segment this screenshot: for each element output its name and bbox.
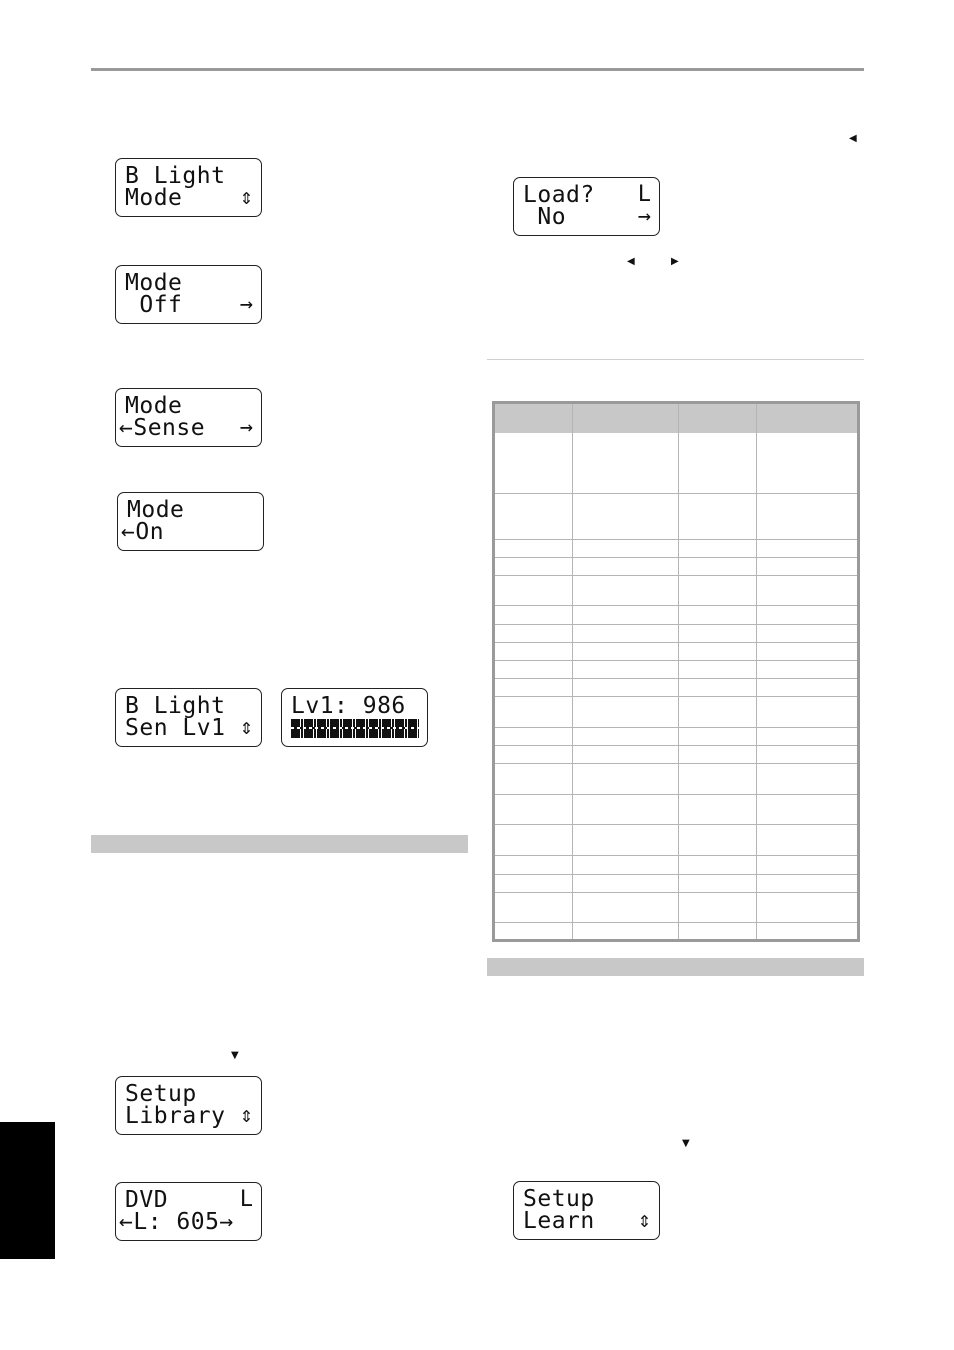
- lcd-line-2: Sen Lv1: [125, 715, 226, 741]
- lcd-line-2: ←L: 605→: [119, 1209, 234, 1235]
- row-divider: [495, 727, 857, 728]
- lcd-line-1: DVD: [125, 1187, 169, 1213]
- lcd-line-1: Setup: [125, 1081, 197, 1107]
- row-divider: [495, 557, 857, 558]
- lcd-line-1: Mode: [125, 393, 183, 419]
- row-divider: [495, 696, 857, 697]
- row-divider: [495, 794, 857, 795]
- left-triangle-icon: ◀: [849, 133, 857, 144]
- level-bar-graph: [291, 719, 419, 738]
- updown-icon: ⇕: [239, 715, 253, 740]
- right-arrow-icon: →: [239, 292, 253, 317]
- top-rule: [91, 68, 864, 71]
- lcd-line-2: Learn: [523, 1208, 595, 1234]
- lcd-line-2: Library: [125, 1103, 226, 1129]
- lcd-mode-on: [117, 492, 264, 551]
- column-divider: [678, 404, 679, 939]
- row-divider: [495, 922, 857, 923]
- table-header: [495, 404, 857, 433]
- right-triangle-icon: ▶: [671, 256, 679, 267]
- lcd-line-1: B Light: [125, 163, 226, 189]
- row-divider: [495, 575, 857, 576]
- updown-icon: ⇕: [239, 185, 253, 210]
- lcd-mode-off: [115, 265, 262, 324]
- row-divider: [495, 763, 857, 764]
- lcd-line-1: Mode: [125, 270, 183, 296]
- lcd-line-2: Mode: [125, 185, 183, 211]
- lcd-blight-mode: [115, 158, 262, 217]
- lcd-mode-sense: [115, 388, 262, 447]
- side-tab: [0, 1122, 55, 1259]
- row-divider: [495, 855, 857, 856]
- lcd-blight-sen: [115, 688, 262, 747]
- lcd-line-2: Off: [125, 292, 183, 318]
- row-divider: [495, 624, 857, 625]
- updown-icon: ⇕: [239, 1103, 253, 1128]
- row-divider: [495, 493, 857, 494]
- column-divider: [572, 404, 573, 939]
- column-divider: [756, 404, 757, 939]
- section-bar-left: [91, 835, 468, 853]
- lcd-line-2: ←On: [121, 519, 165, 545]
- learn-indicator: L: [637, 182, 651, 207]
- divider-rule: [487, 359, 864, 360]
- lcd-dvd: [115, 1182, 262, 1241]
- lcd-setup-library: [115, 1076, 262, 1135]
- lcd-line-1: Setup: [523, 1186, 595, 1212]
- row-divider: [495, 660, 857, 661]
- learn-indicator: L: [239, 1187, 253, 1212]
- right-arrow-icon: →: [637, 204, 651, 229]
- row-divider: [495, 892, 857, 893]
- row-divider: [495, 745, 857, 746]
- lcd-setup-learn: [513, 1181, 660, 1240]
- down-triangle-icon: ▼: [231, 1050, 239, 1061]
- row-divider: [495, 824, 857, 825]
- row-divider: [495, 678, 857, 679]
- left-triangle-icon: ◀: [627, 256, 635, 267]
- right-arrow-icon: →: [239, 415, 253, 440]
- down-triangle-icon: ▼: [682, 1138, 690, 1149]
- lcd-line-1: Lv1: 986: [291, 693, 406, 719]
- lcd-line-1: B Light: [125, 693, 226, 719]
- row-divider: [495, 605, 857, 606]
- lcd-level: [281, 688, 428, 747]
- row-divider: [495, 642, 857, 643]
- section-bar-right: [487, 958, 864, 976]
- code-table: [492, 401, 860, 942]
- lcd-line-1: Mode: [127, 497, 185, 523]
- lcd-line-1: Load?: [523, 182, 595, 208]
- row-divider: [495, 539, 857, 540]
- lcd-load: [513, 177, 660, 236]
- updown-icon: ⇕: [637, 1208, 651, 1233]
- lcd-line-2: ←Sense: [119, 415, 206, 441]
- lcd-line-2: No: [523, 204, 567, 230]
- row-divider: [495, 874, 857, 875]
